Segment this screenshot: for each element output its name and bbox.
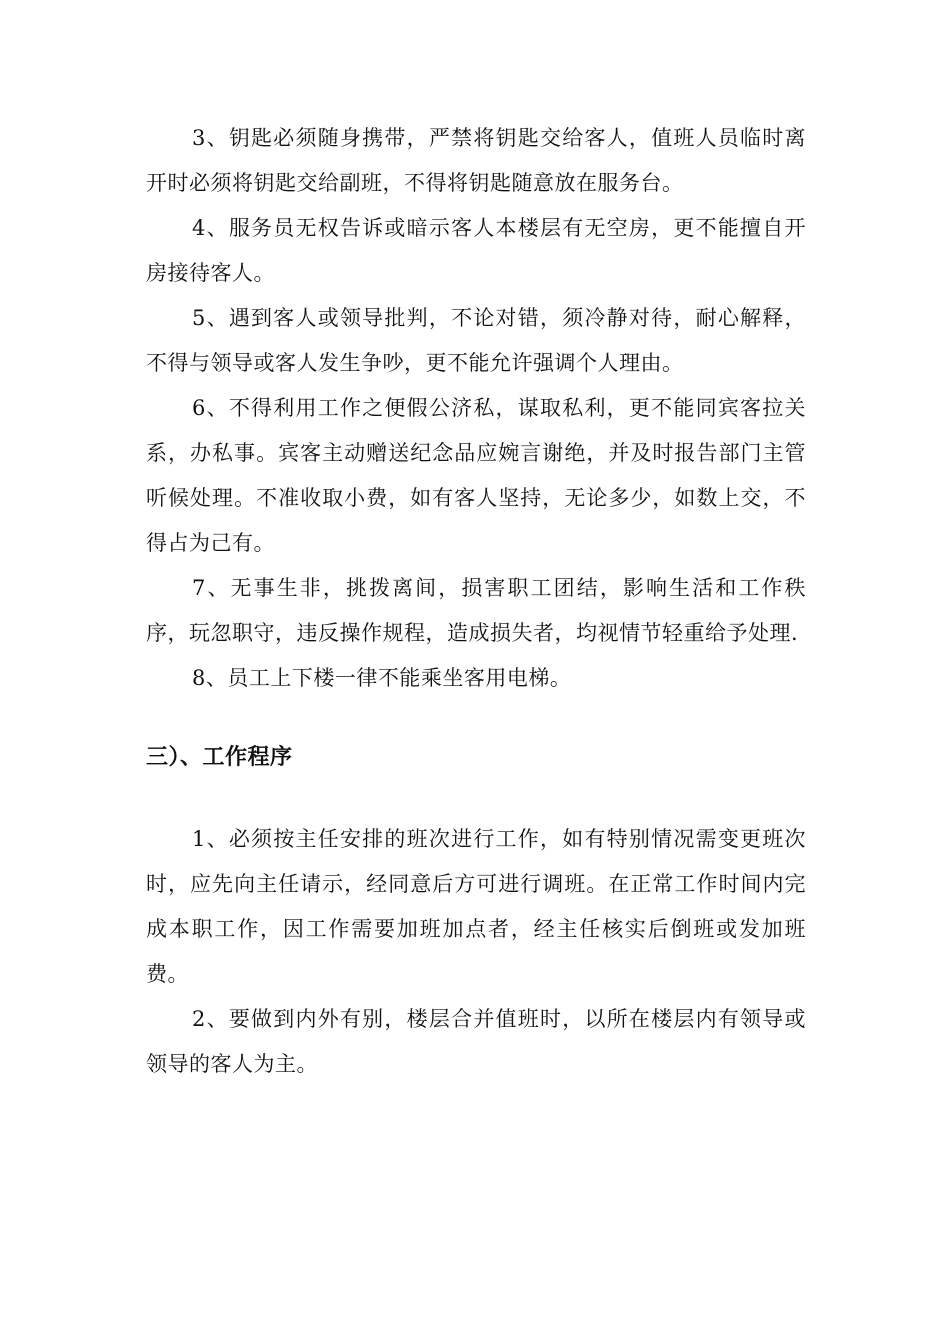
procedure-paragraph-2: 2、要做到内外有别，楼层合并值班时，以所在楼层内有领导或领导的客人为主。 bbox=[146, 1007, 806, 1076]
rule-paragraph-8: 8、员工上下楼一律不能乘坐客用电梯。 bbox=[192, 666, 572, 690]
rule-paragraph-4: 4、服务员无权告诉或暗示客人本楼层有无空房，更不能擅自开房接待客人。 bbox=[146, 216, 806, 285]
rule-paragraph-3: 3、钥匙必须随身携带，严禁将钥匙交给客人，值班人员临时离开时必须将钥匙交给副班，不得将钥匙随意放在服务台。 bbox=[146, 126, 806, 195]
document-body bbox=[146, 116, 806, 1087]
rule-paragraph-5: 5、遇到客人或领导批判，不论对错，须冷静对待，耐心解释，不得与领导或客人发生争吵，更不能允许强调个人理由。 bbox=[146, 306, 806, 375]
section-heading: 三）、工作程序 bbox=[146, 745, 293, 770]
rule-paragraph-6: 6、不得利用工作之便假公济私，谋取私利，更不能同宾客拉关系，办私事。宾客主动赠送纪念品应婉言谢绝，并及时报告部门主管听候处理。不准收取小费，如有客人坚持，无论多少，如数上交，不得占为己有。 bbox=[146, 396, 806, 555]
procedure-paragraph-1: 1、必须按主任安排的班次进行工作，如有特别情况需变更班次时，应先向主任请示，经同意后方可进行调班。在正常工作时间内完成本职工作，因工作需要加班加点者，经主任核实后倒班或发加班费。 bbox=[146, 827, 806, 986]
rule-paragraph-7: 7、无事生非，挑拨离间，损害职工团结，影响生活和工作秩序，玩忽职守，违反操作规程，造成损失者，均视情节轻重给予处理. bbox=[146, 576, 806, 645]
